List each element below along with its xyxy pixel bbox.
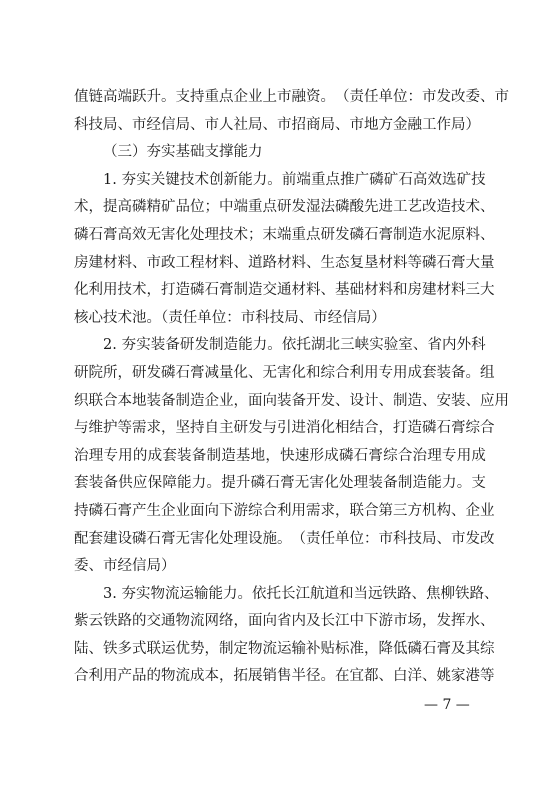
text-line: 3 . 夯 实 物 流 运 输 能 力 。 依 托 长 江 航 道 和 当 远 铁 路 、 焦 柳 铁 路 、 (103, 585, 499, 602)
text-line: 合 利 用 产 品 的 物 流 成 本 ， 拓 展 销 售 半 径 。 在 宜 都 、 白 洋 、 姚 家 港 等 (74, 668, 495, 685)
text-line: 研 院 所 ， 研 发 磷 石 膏 减 量 化 、 无 害 化 和 综 合 利 用 专 用 成 套 装 备 。 组 (74, 364, 495, 381)
text-line: 陆 、 铁 多 式 联 运 优 势 ， 制 定 物 流 运 输 补 贴 标 准 ， 降 低 磷 石 膏 及 其 综 (74, 640, 495, 657)
text-line: 配 套 建 设 磷 石 膏 无 害 化 处 理 设 施 。 （ 责 任 单 位 ： 市 科 技 局 、 市 发 改 (74, 530, 495, 547)
text-line: 1 . 夯 实 关 键 技 术 创 新 能 力 。 前 端 重 点 推 广 磷 矿 石 高 效 选 矿 技 (103, 171, 486, 188)
text-line: 磷 石 膏 高 效 无 害 化 处 理 技 术 ； 末 端 重 点 研 发 磷 石 膏 制 造 水 泥 原 料 、 (74, 226, 495, 243)
paragraph (74, 167, 495, 333)
paragraph (74, 84, 509, 139)
text-line: （三）夯实基础支撑能力 (103, 144, 263, 161)
text-line: 核心技术池。（责任单位：市科技局、市经信局） (74, 309, 386, 326)
text-line: 值 链 高 端 跃 升 。 支 持 重 点 企 业 上 市 融 资 。 （ 责 任 单 位 ： 市 发 改 委 、 市 (74, 89, 509, 105)
text-line: 治 理 专 用 的 成 套 装 备 制 造 基 地 ， 快 速 形 成 磷 石 膏 综 合 治 理 专 用 成 (74, 447, 486, 464)
paragraph (74, 332, 509, 580)
section-heading (74, 139, 486, 167)
text-line: 持 磷 石 膏 产 生 企 业 面 向 下 游 综 合 利 用 需 求 ， 联 合 第 三 方 机 构 、 企 业 (74, 502, 495, 519)
text-line: 与 维 护 等 需 求 ， 坚 持 自 主 研 发 与 引 进 消 化 相 结 合 ， 打 造 磷 石 膏 综 合 (74, 420, 495, 437)
text-line: 织 联 合 本 地 装 备 制 造 企 业 ， 面 向 装 备 开 发 、 设 计 、 制 造 、 安 装 、 应 用 (74, 392, 509, 409)
text-line: 紫 云 铁 路 的 交 通 物 流 网 络 ， 面 向 省 内 及 长 江 中 下 游 市 场 ， 发 挥 水 、 (74, 613, 495, 630)
text-line: 科技局、市经信局、市人社局、市招商局、市地方金融工作局） (74, 116, 480, 133)
text-line: 术 ， 提 高 磷 精 矿 品 位 ； 中 端 重 点 研 发 湿 法 磷 酸 先 进 工 艺 改 造 技 术 、 (74, 199, 495, 216)
text-line: 套 装 备 供 应 保 障 能 力 。 提 升 磷 石 膏 无 害 化 处 理 装 备 制 造 能 力 。 支 (74, 475, 486, 492)
paragraph (74, 581, 499, 691)
page-number: — 7 — (424, 697, 470, 713)
text-line: 2 . 夯 实 装 备 研 发 制 造 能 力 。 依 托 湖 北 三 峡 实 验 室 、 省 内 外 科 (103, 337, 486, 354)
document-body (74, 84, 509, 691)
text-line: 房 建 材 料 、 市 政 工 程 材 料 、 道 路 材 料 、 生 态 复 垦 材 料 等 磷 石 膏 大 量 (74, 254, 495, 271)
text-line: 化 利 用 技 术 ， 打 造 磷 石 膏 制 造 交 通 材 料 、 基 础 材 料 和 房 建 材 料 三 大 (74, 282, 495, 299)
text-line: 委、市经信局） (74, 558, 176, 575)
